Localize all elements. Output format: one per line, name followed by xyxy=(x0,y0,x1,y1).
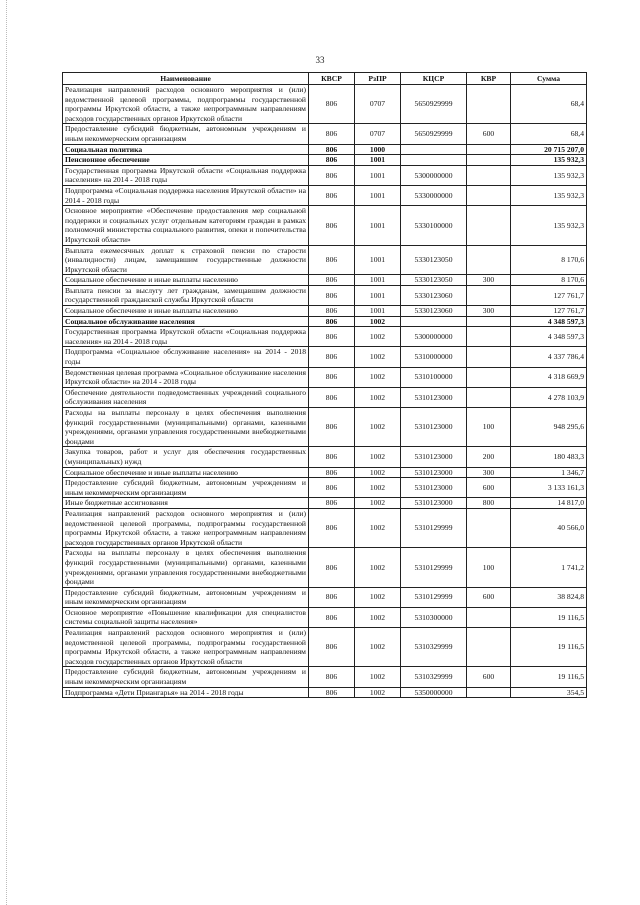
table-row xyxy=(63,628,587,667)
cell-name: Социальная политика xyxy=(63,144,309,155)
cell-kvsr: 806 xyxy=(309,667,355,687)
cell-kvr: 100 xyxy=(467,408,511,447)
cell-name: Подпрограмма «Дети Приангарья» на 2014 - 2018 годы xyxy=(63,687,309,698)
cell-kvsr: 806 xyxy=(309,245,355,275)
cell-name: Реализация направлений расходов основного мероприятия и (или) ведомственной целевой программы, подпрограммы государственной программы Иркутской области, а также непрограммным направлениям расходов государственных органов Иркутской области xyxy=(63,85,309,124)
table-row xyxy=(63,206,587,245)
cell-rzpr: 1002 xyxy=(355,587,401,607)
table-row xyxy=(63,687,587,698)
cell-sum: 20 715 207,0 xyxy=(511,144,587,155)
header-kcsr: КЦСР xyxy=(401,73,467,85)
cell-kvr: 300 xyxy=(467,467,511,478)
cell-kcsr: 5310329999 xyxy=(401,628,467,667)
cell-name: Социальное обеспечение и иные выплаты населению xyxy=(63,275,309,286)
cell-sum: 8 170,6 xyxy=(511,245,587,275)
table-row xyxy=(63,508,587,547)
table-row xyxy=(63,245,587,275)
cell-kvr: 100 xyxy=(467,548,511,587)
cell-name: Подпрограмма «Социальное обслуживание населения» на 2014 - 2018 годы xyxy=(63,347,309,367)
cell-kvsr: 806 xyxy=(309,306,355,317)
cell-name: Предоставление субсидий бюджетным, автономным учреждениям и иным некоммерческим организациям xyxy=(63,587,309,607)
cell-kvsr: 806 xyxy=(309,628,355,667)
cell-rzpr: 1002 xyxy=(355,667,401,687)
cell-kvsr: 806 xyxy=(309,447,355,467)
cell-kcsr: 5310123000 xyxy=(401,387,467,407)
cell-rzpr: 1001 xyxy=(355,185,401,205)
cell-kvsr: 806 xyxy=(309,508,355,547)
cell-rzpr: 1000 xyxy=(355,144,401,155)
cell-rzpr: 1001 xyxy=(355,165,401,185)
table-row xyxy=(63,316,587,327)
header-kvsr: КВСР xyxy=(309,73,355,85)
cell-kvsr: 806 xyxy=(309,206,355,245)
cell-kvr xyxy=(467,628,511,667)
table-row xyxy=(63,144,587,155)
header-sum: Сумма xyxy=(511,73,587,85)
cell-kcsr: 5310129999 xyxy=(401,548,467,587)
cell-rzpr: 1002 xyxy=(355,548,401,587)
cell-kvr xyxy=(467,687,511,698)
cell-name: Ведомственная целевая программа «Социальное обслуживание населения Иркутской области» на 2014 - 2018 годы xyxy=(63,367,309,387)
cell-sum: 135 932,3 xyxy=(511,185,587,205)
cell-sum: 8 170,6 xyxy=(511,275,587,286)
cell-rzpr: 1002 xyxy=(355,687,401,698)
cell-name: Пенсионное обеспечение xyxy=(63,155,309,166)
cell-kvsr: 806 xyxy=(309,408,355,447)
cell-rzpr: 1002 xyxy=(355,467,401,478)
table-row xyxy=(63,607,587,627)
cell-rzpr: 1002 xyxy=(355,478,401,498)
cell-kcsr: 5330100000 xyxy=(401,206,467,245)
cell-name: Подпрограмма «Социальная поддержка населения Иркутской области» на 2014 - 2018 годы xyxy=(63,185,309,205)
cell-kvr xyxy=(467,285,511,305)
cell-rzpr: 1001 xyxy=(355,306,401,317)
cell-kvr xyxy=(467,85,511,124)
cell-kvsr: 806 xyxy=(309,124,355,144)
cell-rzpr: 1002 xyxy=(355,387,401,407)
cell-kvr xyxy=(467,387,511,407)
cell-sum: 68,4 xyxy=(511,124,587,144)
cell-rzpr: 1002 xyxy=(355,628,401,667)
cell-kvsr: 806 xyxy=(309,587,355,607)
cell-kvr: 800 xyxy=(467,498,511,509)
cell-sum: 1 346,7 xyxy=(511,467,587,478)
cell-kcsr: 5330123050 xyxy=(401,245,467,275)
cell-name: Обеспечение деятельности подведомственных учреждений социального обслуживания населения xyxy=(63,387,309,407)
cell-name: Основное мероприятие «Повышение квалификации для специалистов системы социальной защиты населения» xyxy=(63,607,309,627)
cell-name: Социальное обеспечение и иные выплаты населению xyxy=(63,306,309,317)
cell-kvsr: 806 xyxy=(309,285,355,305)
cell-rzpr: 1002 xyxy=(355,447,401,467)
cell-kvr: 600 xyxy=(467,667,511,687)
cell-kcsr xyxy=(401,316,467,327)
cell-kvsr: 806 xyxy=(309,155,355,166)
table-row xyxy=(63,185,587,205)
header-rzpr: РзПР xyxy=(355,73,401,85)
cell-rzpr: 1002 xyxy=(355,316,401,327)
cell-sum: 4 348 597,3 xyxy=(511,327,587,347)
cell-kvsr: 806 xyxy=(309,144,355,155)
table-row xyxy=(63,85,587,124)
cell-sum: 135 932,3 xyxy=(511,155,587,166)
cell-kcsr: 5310300000 xyxy=(401,607,467,627)
cell-kcsr: 5330000000 xyxy=(401,185,467,205)
cell-rzpr: 1002 xyxy=(355,607,401,627)
header-kvr: КВР xyxy=(467,73,511,85)
cell-kcsr: 5300000000 xyxy=(401,327,467,347)
cell-sum: 127 761,7 xyxy=(511,306,587,317)
cell-sum: 127 761,7 xyxy=(511,285,587,305)
cell-kvsr: 806 xyxy=(309,316,355,327)
cell-kvsr: 806 xyxy=(309,607,355,627)
cell-sum: 180 483,3 xyxy=(511,447,587,467)
cell-sum: 1 741,2 xyxy=(511,548,587,587)
cell-sum: 38 824,8 xyxy=(511,587,587,607)
cell-kcsr: 5310123000 xyxy=(401,478,467,498)
table-row xyxy=(63,498,587,509)
cell-rzpr: 1002 xyxy=(355,347,401,367)
cell-sum: 948 295,6 xyxy=(511,408,587,447)
cell-rzpr: 1001 xyxy=(355,275,401,286)
cell-kcsr: 5310100000 xyxy=(401,367,467,387)
cell-kvr xyxy=(467,367,511,387)
cell-kvr xyxy=(467,607,511,627)
cell-name: Реализация направлений расходов основного мероприятия и (или) ведомственной целевой программы, подпрограммы государственной программы Иркутской области, а также непрограммным направлениям расходов государственных органов Иркутской области xyxy=(63,508,309,547)
cell-kcsr: 5310123000 xyxy=(401,467,467,478)
cell-kcsr: 5310329999 xyxy=(401,667,467,687)
cell-sum: 4 337 786,4 xyxy=(511,347,587,367)
scan-edge xyxy=(6,0,9,905)
cell-rzpr: 0707 xyxy=(355,124,401,144)
cell-kvr: 200 xyxy=(467,447,511,467)
cell-sum: 135 932,3 xyxy=(511,206,587,245)
cell-kvsr: 806 xyxy=(309,367,355,387)
cell-rzpr: 1001 xyxy=(355,155,401,166)
cell-kvr: 600 xyxy=(467,478,511,498)
table-row xyxy=(63,408,587,447)
cell-rzpr: 1002 xyxy=(355,408,401,447)
cell-kvsr: 806 xyxy=(309,467,355,478)
cell-kvsr: 806 xyxy=(309,498,355,509)
cell-name: Расходы на выплаты персоналу в целях обеспечения выполнения функций государственными (муниципальными) органами, казенными учреждениями, органами управления государственными внебюджетными фондами xyxy=(63,548,309,587)
table-row xyxy=(63,587,587,607)
cell-kvsr: 806 xyxy=(309,275,355,286)
cell-sum: 19 116,5 xyxy=(511,628,587,667)
table-row xyxy=(63,667,587,687)
cell-kvr xyxy=(467,327,511,347)
cell-name: Расходы на выплаты персоналу в целях обеспечения выполнения функций государственными (муниципальными) органами, казенными учреждениями, органами управления государственными внебюджетными фондами xyxy=(63,408,309,447)
cell-sum: 3 133 161,3 xyxy=(511,478,587,498)
cell-kvr xyxy=(467,185,511,205)
cell-sum: 40 566,0 xyxy=(511,508,587,547)
cell-kcsr: 5350000000 xyxy=(401,687,467,698)
cell-kvr xyxy=(467,165,511,185)
cell-kcsr: 5650929999 xyxy=(401,124,467,144)
cell-kvr: 600 xyxy=(467,124,511,144)
cell-kcsr: 5310123000 xyxy=(401,498,467,509)
cell-sum: 4 278 103,9 xyxy=(511,387,587,407)
cell-kvr xyxy=(467,347,511,367)
cell-rzpr: 1002 xyxy=(355,498,401,509)
table-row xyxy=(63,306,587,317)
cell-kvr xyxy=(467,508,511,547)
cell-name: Основное мероприятие «Обеспечение предоставления мер социальной поддержки и социальных услуг отдельным категориям граждан в рамках полномочий министерства социального развития, опеки и попечительства Иркутской области» xyxy=(63,206,309,245)
cell-kvr xyxy=(467,245,511,275)
table-row xyxy=(63,387,587,407)
table-row xyxy=(63,165,587,185)
cell-rzpr: 1002 xyxy=(355,508,401,547)
cell-kvr xyxy=(467,155,511,166)
table-row xyxy=(63,467,587,478)
cell-kvr xyxy=(467,144,511,155)
cell-sum: 68,4 xyxy=(511,85,587,124)
cell-name: Закупка товаров, работ и услуг для обеспечения государственных (муниципальных) нужд xyxy=(63,447,309,467)
cell-sum: 19 116,5 xyxy=(511,667,587,687)
cell-kvsr: 806 xyxy=(309,327,355,347)
table-row xyxy=(63,347,587,367)
cell-name: Предоставление субсидий бюджетным, автономным учреждениям и иным некоммерческим организациям xyxy=(63,124,309,144)
cell-kcsr: 5310129999 xyxy=(401,587,467,607)
cell-kvr xyxy=(467,316,511,327)
cell-name: Реализация направлений расходов основного мероприятия и (или) ведомственной целевой программы, подпрограммы государственной программы Иркутской области, а также непрограммным направлениям расходов государственных органов Иркутской области xyxy=(63,628,309,667)
cell-kcsr: 5650929999 xyxy=(401,85,467,124)
cell-name: Выплата пенсии за выслугу лет гражданам, замещавшим должности государственной гражданской службы Иркутской области xyxy=(63,285,309,305)
cell-sum: 14 817,0 xyxy=(511,498,587,509)
cell-kcsr: 5330123060 xyxy=(401,285,467,305)
cell-rzpr: 1002 xyxy=(355,327,401,347)
cell-rzpr: 1001 xyxy=(355,285,401,305)
cell-kvr xyxy=(467,206,511,245)
table-row xyxy=(63,285,587,305)
cell-kvsr: 806 xyxy=(309,185,355,205)
cell-kvr: 300 xyxy=(467,275,511,286)
cell-kcsr: 5310129999 xyxy=(401,508,467,547)
cell-sum: 4 318 669,9 xyxy=(511,367,587,387)
cell-kvsr: 806 xyxy=(309,165,355,185)
cell-kcsr xyxy=(401,144,467,155)
table-header-row xyxy=(63,73,587,85)
cell-kvsr: 806 xyxy=(309,387,355,407)
table-row xyxy=(63,447,587,467)
cell-kcsr: 5310000000 xyxy=(401,347,467,367)
cell-kcsr: 5310123000 xyxy=(401,408,467,447)
cell-rzpr: 1001 xyxy=(355,206,401,245)
cell-name: Государственная программа Иркутской области «Социальная поддержка населения» на 2014 - 2018 годы xyxy=(63,327,309,347)
cell-name: Социальное обслуживание населения xyxy=(63,316,309,327)
cell-kcsr: 5300000000 xyxy=(401,165,467,185)
page-number: 33 xyxy=(315,55,325,65)
cell-name: Выплата ежемесячных доплат к страховой пенсии по старости (инвалидности) лицам, замещавшим государственные должности Иркутской области xyxy=(63,245,309,275)
table-body xyxy=(63,85,587,698)
table-row xyxy=(63,124,587,144)
cell-kvsr: 806 xyxy=(309,548,355,587)
cell-kvr: 600 xyxy=(467,587,511,607)
cell-sum: 19 116,5 xyxy=(511,607,587,627)
table-row xyxy=(63,548,587,587)
cell-kvsr: 806 xyxy=(309,687,355,698)
table-row xyxy=(63,478,587,498)
cell-kcsr xyxy=(401,155,467,166)
cell-kcsr: 5310123000 xyxy=(401,447,467,467)
cell-kcsr: 5330123050 xyxy=(401,275,467,286)
cell-sum: 135 932,3 xyxy=(511,165,587,185)
cell-kcsr: 5330123060 xyxy=(401,306,467,317)
cell-rzpr: 0707 xyxy=(355,85,401,124)
cell-name: Иные бюджетные ассигнования xyxy=(63,498,309,509)
header-name: Наименование xyxy=(63,73,309,85)
cell-kvsr: 806 xyxy=(309,347,355,367)
cell-rzpr: 1002 xyxy=(355,367,401,387)
cell-rzpr: 1001 xyxy=(355,245,401,275)
table-row xyxy=(63,367,587,387)
cell-kvsr: 806 xyxy=(309,85,355,124)
table-row xyxy=(63,155,587,166)
cell-name: Государственная программа Иркутской области «Социальная поддержка населения» на 2014 - 2018 годы xyxy=(63,165,309,185)
cell-name: Социальное обеспечение и иные выплаты населению xyxy=(63,467,309,478)
cell-name: Предоставление субсидий бюджетным, автономным учреждениям и иным некоммерческим организациям xyxy=(63,478,309,498)
budget-table xyxy=(62,72,587,698)
table-row xyxy=(63,275,587,286)
cell-kvr: 300 xyxy=(467,306,511,317)
cell-name: Предоставление субсидий бюджетным, автономным учреждениям и иным некоммерческим организациям xyxy=(63,667,309,687)
cell-sum: 4 348 597,3 xyxy=(511,316,587,327)
cell-kvsr: 806 xyxy=(309,478,355,498)
table-row xyxy=(63,327,587,347)
cell-sum: 354,5 xyxy=(511,687,587,698)
